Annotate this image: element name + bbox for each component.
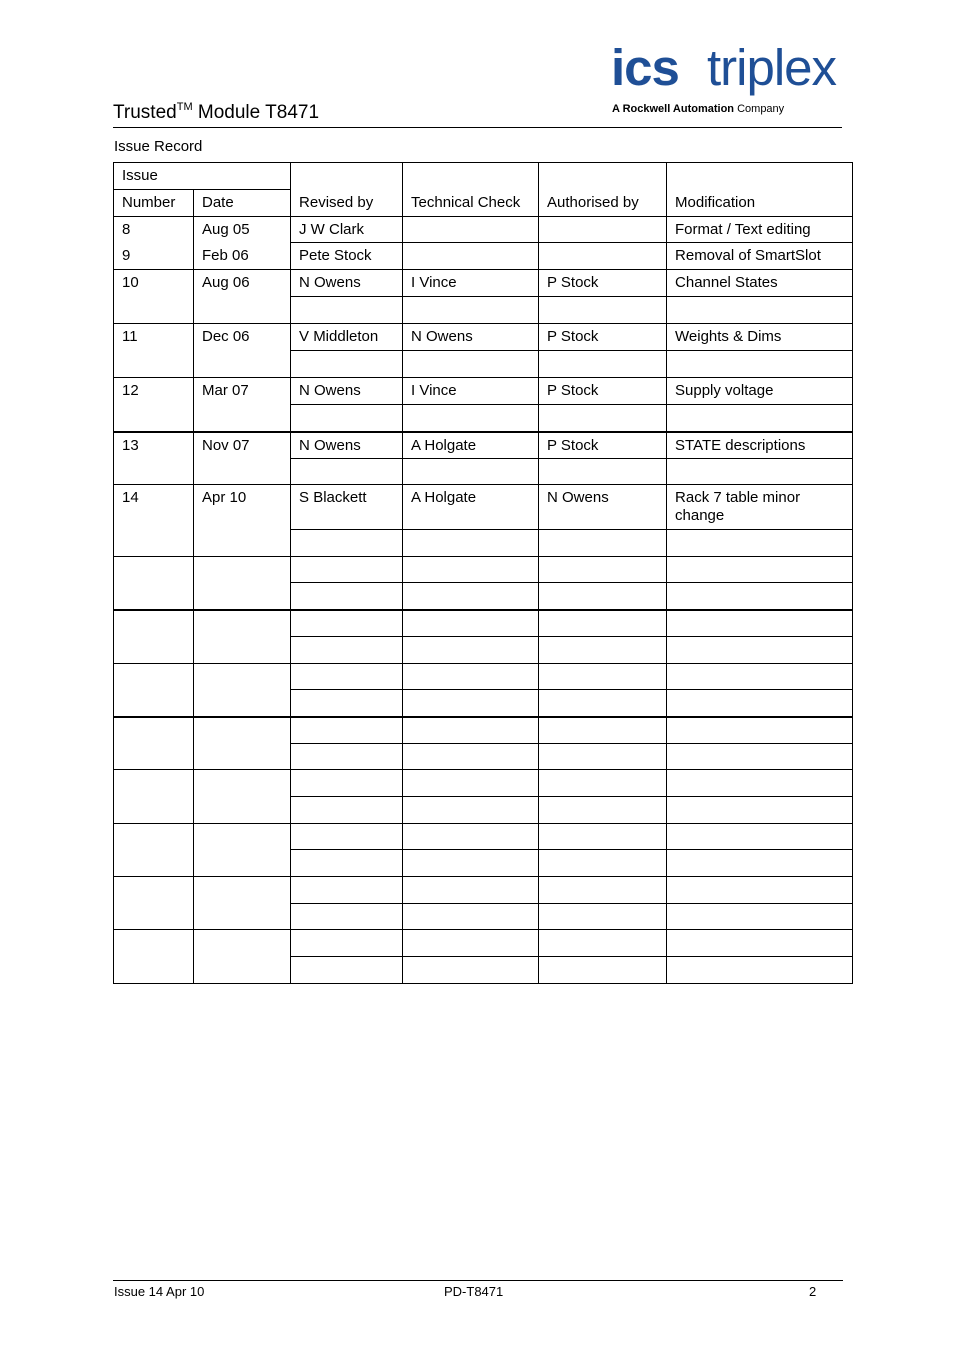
table-row (114, 378, 853, 405)
header-number: Number (114, 190, 194, 217)
cell-number: 13 (114, 432, 194, 485)
table-row-empty (114, 770, 853, 797)
empty-cell (667, 930, 853, 957)
cell-authorised-by: P Stock (539, 270, 667, 297)
cell-number: 11 (114, 324, 194, 378)
cell-date: Aug 06 (194, 270, 291, 324)
cell-revised-by: N Owens (291, 378, 403, 405)
empty-cell (667, 904, 853, 930)
empty-cell (194, 664, 291, 717)
empty-cell (291, 664, 403, 690)
empty-cell (539, 904, 667, 930)
table-row (114, 324, 853, 351)
cell-date: Aug 05 (194, 217, 291, 243)
section-label: Issue Record (114, 138, 203, 155)
empty-cell (403, 850, 539, 877)
empty-cell (539, 877, 667, 904)
empty-cell (403, 957, 539, 984)
table-header-row (114, 163, 853, 190)
cell-revised-by: Pete Stock (291, 243, 403, 270)
table-row (114, 485, 853, 530)
empty-cell (539, 690, 667, 717)
title-suffix: Module T8471 (197, 102, 320, 123)
cell-modification: STATE descriptions (667, 432, 853, 459)
empty-cell (403, 530, 539, 557)
empty-cell (291, 877, 403, 904)
header-revised-by: Revised by (291, 163, 403, 217)
empty-cell (194, 557, 291, 610)
empty-cell (667, 297, 853, 324)
empty-cell (291, 930, 403, 957)
table-row-empty (114, 610, 853, 637)
empty-cell (667, 610, 853, 637)
cell-number: 14 (114, 485, 194, 557)
footer-issue: Issue 14 Apr 10 (114, 1284, 205, 1299)
empty-cell (539, 930, 667, 957)
document-title (113, 101, 319, 124)
empty-cell (291, 351, 403, 378)
table-row (114, 270, 853, 297)
empty-cell (114, 664, 194, 717)
empty-cell (403, 351, 539, 378)
empty-cell (539, 744, 667, 770)
cell-modification: Removal of SmartSlot (667, 243, 853, 270)
empty-cell (291, 770, 403, 797)
empty-cell (291, 530, 403, 557)
empty-cell (539, 770, 667, 797)
cell-number: 8 (114, 217, 194, 243)
empty-cell (291, 957, 403, 984)
empty-cell (403, 297, 539, 324)
empty-cell (291, 904, 403, 930)
cell-technical-check: A Holgate (403, 485, 539, 530)
empty-cell (114, 610, 194, 664)
footer-page-number: 2 (809, 1284, 817, 1299)
cell-authorised-by: P Stock (539, 432, 667, 459)
empty-cell (291, 690, 403, 717)
empty-cell (403, 610, 539, 637)
cell-modification: Weights & Dims (667, 324, 853, 351)
empty-cell (667, 770, 853, 797)
empty-cell (667, 690, 853, 717)
empty-cell (114, 557, 194, 610)
empty-cell (403, 637, 539, 664)
empty-cell (539, 637, 667, 664)
empty-cell (291, 583, 403, 610)
cell-revised-by: J W Clark (291, 217, 403, 243)
header-issue: Issue (114, 163, 291, 190)
empty-cell (539, 850, 667, 877)
empty-cell (403, 405, 539, 432)
empty-cell (539, 957, 667, 984)
empty-cell (667, 583, 853, 610)
empty-cell (114, 877, 194, 930)
empty-cell (291, 824, 403, 850)
empty-cell (194, 610, 291, 664)
title-prefix: Trusted (113, 102, 177, 123)
cell-technical-check (403, 243, 539, 270)
cell-technical-check: I Vince (403, 378, 539, 405)
table-row-empty (114, 824, 853, 850)
empty-cell (194, 930, 291, 984)
empty-cell (667, 850, 853, 877)
issue-record-table (113, 162, 853, 984)
empty-cell (291, 297, 403, 324)
empty-cell (667, 824, 853, 850)
empty-cell (539, 664, 667, 690)
cell-date: Dec 06 (194, 324, 291, 378)
empty-cell (667, 877, 853, 904)
empty-cell (539, 459, 667, 485)
cell-authorised-by: P Stock (539, 378, 667, 405)
table-row-empty (114, 930, 853, 957)
empty-cell (403, 583, 539, 610)
empty-cell (667, 637, 853, 664)
cell-technical-check (403, 217, 539, 243)
cell-number: 12 (114, 378, 194, 432)
empty-cell (291, 610, 403, 637)
table-row-empty (114, 557, 853, 583)
empty-cell (539, 351, 667, 378)
empty-cell (114, 770, 194, 824)
cell-modification: Rack 7 table minor change (667, 485, 853, 530)
empty-cell (667, 459, 853, 485)
empty-cell (667, 530, 853, 557)
cell-authorised-by (539, 243, 667, 270)
empty-cell (539, 530, 667, 557)
header-date: Date (194, 190, 291, 217)
cell-revised-by: S Blackett (291, 485, 403, 530)
footer-document-id: PD-T8471 (444, 1284, 504, 1299)
empty-cell (403, 904, 539, 930)
cell-date: Apr 10 (194, 485, 291, 557)
cell-number: 10 (114, 270, 194, 324)
empty-cell (114, 930, 194, 984)
empty-cell (403, 824, 539, 850)
empty-cell (403, 717, 539, 744)
logo-triplex-text: triplex (707, 39, 837, 96)
empty-cell (194, 877, 291, 930)
empty-cell (194, 717, 291, 770)
table-row-empty (114, 717, 853, 744)
empty-cell (194, 770, 291, 824)
logo-tagline-main: A Rockwell Automation (612, 103, 735, 115)
empty-cell (291, 557, 403, 583)
empty-cell (539, 797, 667, 824)
empty-cell (667, 351, 853, 378)
empty-cell (403, 930, 539, 957)
cell-revised-by: N Owens (291, 270, 403, 297)
cell-date: Feb 06 (194, 243, 291, 270)
cell-modification: Channel States (667, 270, 853, 297)
table-row (114, 432, 853, 459)
empty-cell (291, 459, 403, 485)
header-authorised-by: Authorised by (539, 163, 667, 217)
empty-cell (403, 664, 539, 690)
empty-cell (667, 557, 853, 583)
empty-cell (114, 717, 194, 770)
empty-cell (403, 770, 539, 797)
empty-cell (667, 717, 853, 744)
empty-cell (539, 717, 667, 744)
empty-cell (403, 459, 539, 485)
cell-technical-check: A Holgate (403, 432, 539, 459)
cell-revised-by: N Owens (291, 432, 403, 459)
cell-modification: Supply voltage (667, 378, 853, 405)
empty-cell (403, 797, 539, 824)
header-technical-check: Technical Check (403, 163, 539, 217)
cell-authorised-by (539, 217, 667, 243)
logo-tagline-suffix: Company (737, 103, 785, 115)
empty-cell (403, 744, 539, 770)
empty-cell (194, 824, 291, 877)
empty-cell (291, 797, 403, 824)
empty-cell (667, 957, 853, 984)
logo-tagline (612, 103, 784, 115)
footer-rule (113, 1280, 843, 1281)
empty-cell (403, 877, 539, 904)
empty-cell (539, 557, 667, 583)
cell-technical-check: I Vince (403, 270, 539, 297)
empty-cell (403, 690, 539, 717)
cell-date: Mar 07 (194, 378, 291, 432)
empty-cell (667, 405, 853, 432)
header-modification: Modification (667, 163, 853, 217)
table-row (114, 243, 853, 270)
empty-cell (291, 850, 403, 877)
empty-cell (667, 797, 853, 824)
empty-cell (539, 610, 667, 637)
empty-cell (667, 664, 853, 690)
table-row-empty (114, 877, 853, 904)
cell-authorised-by: N Owens (539, 485, 667, 530)
cell-authorised-by: P Stock (539, 324, 667, 351)
cell-date: Nov 07 (194, 432, 291, 485)
cell-technical-check: N Owens (403, 324, 539, 351)
empty-cell (539, 405, 667, 432)
empty-cell (291, 637, 403, 664)
cell-revised-by: V Middleton (291, 324, 403, 351)
empty-cell (539, 583, 667, 610)
empty-cell (539, 297, 667, 324)
table-row-empty (114, 664, 853, 690)
empty-cell (291, 405, 403, 432)
logo-ics-text: ics (611, 39, 679, 96)
table-row (114, 217, 853, 243)
empty-cell (667, 744, 853, 770)
empty-cell (291, 744, 403, 770)
company-logo (611, 39, 845, 120)
empty-cell (291, 717, 403, 744)
empty-cell (114, 824, 194, 877)
cell-modification: Format / Text editing (667, 217, 853, 243)
header-rule (113, 127, 842, 128)
trademark-mark: TM (176, 101, 193, 113)
empty-cell (539, 824, 667, 850)
empty-cell (403, 557, 539, 583)
cell-number: 9 (114, 243, 194, 270)
